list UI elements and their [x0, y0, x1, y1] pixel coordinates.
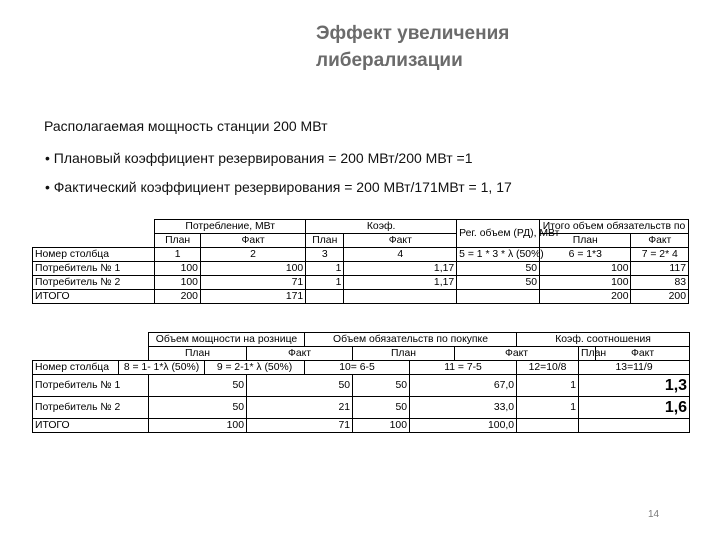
- col-num-cell: 2: [200, 248, 305, 262]
- cell-fact: 171: [200, 290, 305, 304]
- row-label: ИТОГО: [33, 419, 149, 433]
- header-plan: План: [149, 347, 247, 361]
- cell-coef-fact: 1,17: [344, 262, 457, 276]
- formula-cell: 13=11/9: [579, 361, 690, 375]
- cell-retail-plan: 100: [149, 419, 247, 433]
- cell-purchase-plan: 50: [353, 397, 410, 419]
- cell-retail-plan: 50: [149, 375, 247, 397]
- formula-cell: 11 = 7-5: [410, 361, 517, 375]
- table-row: [33, 276, 689, 290]
- cell-plan: 100: [155, 276, 201, 290]
- table-row: [33, 361, 690, 375]
- table-row: [33, 290, 689, 304]
- table-row: [33, 248, 689, 262]
- column-number-label: Номер столбца: [33, 248, 155, 262]
- empty-cell: [119, 333, 149, 347]
- cell-fact: 100: [200, 262, 305, 276]
- header-coef: Коэф.: [306, 220, 457, 234]
- table-row: [33, 375, 690, 397]
- row-label: Потребитель № 2: [33, 276, 155, 290]
- row-label: ИТОГО: [33, 290, 155, 304]
- table-row: [33, 347, 690, 361]
- cell-reg-volume: 50: [457, 262, 540, 276]
- cell-coef-fact: 1,17: [344, 276, 457, 290]
- formula-total-fact-cell: 7 = 2* 4: [631, 248, 689, 262]
- header-plan: План: [579, 347, 596, 361]
- table-consumption: [32, 219, 689, 304]
- formula-cell: 12=10/8: [517, 361, 579, 375]
- header-plan: План: [155, 234, 201, 248]
- cell-coef-plan: [306, 290, 344, 304]
- slide-number: 14: [648, 509, 660, 520]
- cell-total-fact: 200: [631, 290, 689, 304]
- empty-cell: [33, 333, 119, 347]
- header-total-obligations: Итого объем обязательств по: [540, 220, 689, 234]
- table-row: [33, 234, 689, 248]
- header-fact: Факт: [631, 234, 689, 248]
- formula-cell: 9 = 2-1* λ (50%): [205, 361, 305, 375]
- cell-retail-fact: 21: [247, 397, 353, 419]
- cell-retail-fact: 50: [247, 375, 353, 397]
- cell-ratio-plan: 1: [517, 397, 579, 419]
- cell-ratio-fact: 1,3: [579, 375, 690, 397]
- cell-plan: 100: [155, 262, 201, 276]
- cell-reg-volume: [457, 290, 540, 304]
- empty-cell: [33, 347, 119, 361]
- col-num-cell: 4: [344, 248, 457, 262]
- empty-cell: [33, 234, 155, 248]
- cell-purchase-fact: 100,0: [410, 419, 517, 433]
- actual-reserve-bullet: • Фактический коэффициент резервирования = 200 МВт/171МВт = 1, 17: [45, 179, 512, 195]
- table-row: [33, 419, 690, 433]
- col-num-cell: 3: [306, 248, 344, 262]
- cell-ratio-fact: [579, 419, 690, 433]
- table-row: [33, 220, 689, 234]
- cell-plan: 200: [155, 290, 201, 304]
- cell-coef-plan: 1: [306, 262, 344, 276]
- header-fact: Факт: [200, 234, 305, 248]
- cell-ratio-plan: [517, 419, 579, 433]
- header-plan: План: [353, 347, 455, 361]
- formula-total-plan-cell: 6 = 1*3: [540, 248, 631, 262]
- header-plan: План: [540, 234, 631, 248]
- header-fact: Факт: [344, 234, 457, 248]
- slide-title-line-2: либерализации: [316, 50, 463, 71]
- formula-cell: 8 = 1- 1*λ (50%): [119, 361, 205, 375]
- cell-purchase-plan: 50: [353, 375, 410, 397]
- header-fact: Факт: [455, 347, 579, 361]
- cell-total-fact: 83: [631, 276, 689, 290]
- formula-reg-cell: 5 = 1 * 3 * λ (50%): [457, 248, 540, 262]
- header-retail: Объем мощности на рознице: [149, 333, 305, 347]
- table-obligations: [32, 332, 690, 433]
- available-capacity-line: Располагаемая мощность станции 200 МВт: [44, 118, 328, 134]
- header-reg-volume: Рег. объем (РД), МВт: [457, 220, 540, 248]
- cell-retail-plan: 50: [149, 397, 247, 419]
- header-ratio: Коэф. соотношения: [517, 333, 690, 347]
- cell-purchase-fact: 67,0: [410, 375, 517, 397]
- header-purchase: Объем обязательств по покупке: [305, 333, 517, 347]
- header-consumption: Потребление, МВт: [155, 220, 306, 234]
- cell-purchase-plan: 100: [353, 419, 410, 433]
- cell-retail-fact: 71: [247, 419, 353, 433]
- header-plan: План: [306, 234, 344, 248]
- cell-total-plan: 200: [540, 290, 631, 304]
- slide-title-line-1: Эффект увеличения: [316, 23, 510, 44]
- cell-ratio-plan: 1: [517, 375, 579, 397]
- formula-cell: 10= 6-5: [305, 361, 410, 375]
- header-fact: Факт: [247, 347, 353, 361]
- cell-total-plan: 100: [540, 276, 631, 290]
- col-num-cell: 1: [155, 248, 201, 262]
- cell-coef-fact: [344, 290, 457, 304]
- empty-cell: [119, 347, 149, 361]
- cell-purchase-fact: 33,0: [410, 397, 517, 419]
- cell-fact: 71: [200, 276, 305, 290]
- row-label: Потребитель № 2: [33, 397, 149, 419]
- cell-ratio-fact: 1,6: [579, 397, 690, 419]
- cell-reg-volume: 50: [457, 276, 540, 290]
- cell-coef-plan: 1: [306, 276, 344, 290]
- row-label: Потребитель № 1: [33, 375, 149, 397]
- header-fact: Факт: [596, 347, 690, 361]
- cell-total-plan: 100: [540, 262, 631, 276]
- table-row: [33, 333, 690, 347]
- table-row: [33, 262, 689, 276]
- planned-reserve-bullet: • Плановый коэффициент резервирования = 200 МВт/200 МВт =1: [45, 150, 473, 166]
- empty-cell: [33, 220, 155, 234]
- table-row: [33, 397, 690, 419]
- row-label: Потребитель № 1: [33, 262, 155, 276]
- column-number-label: Номер столбца: [33, 361, 119, 375]
- slide-title: [316, 20, 676, 74]
- cell-total-fact: 117: [631, 262, 689, 276]
